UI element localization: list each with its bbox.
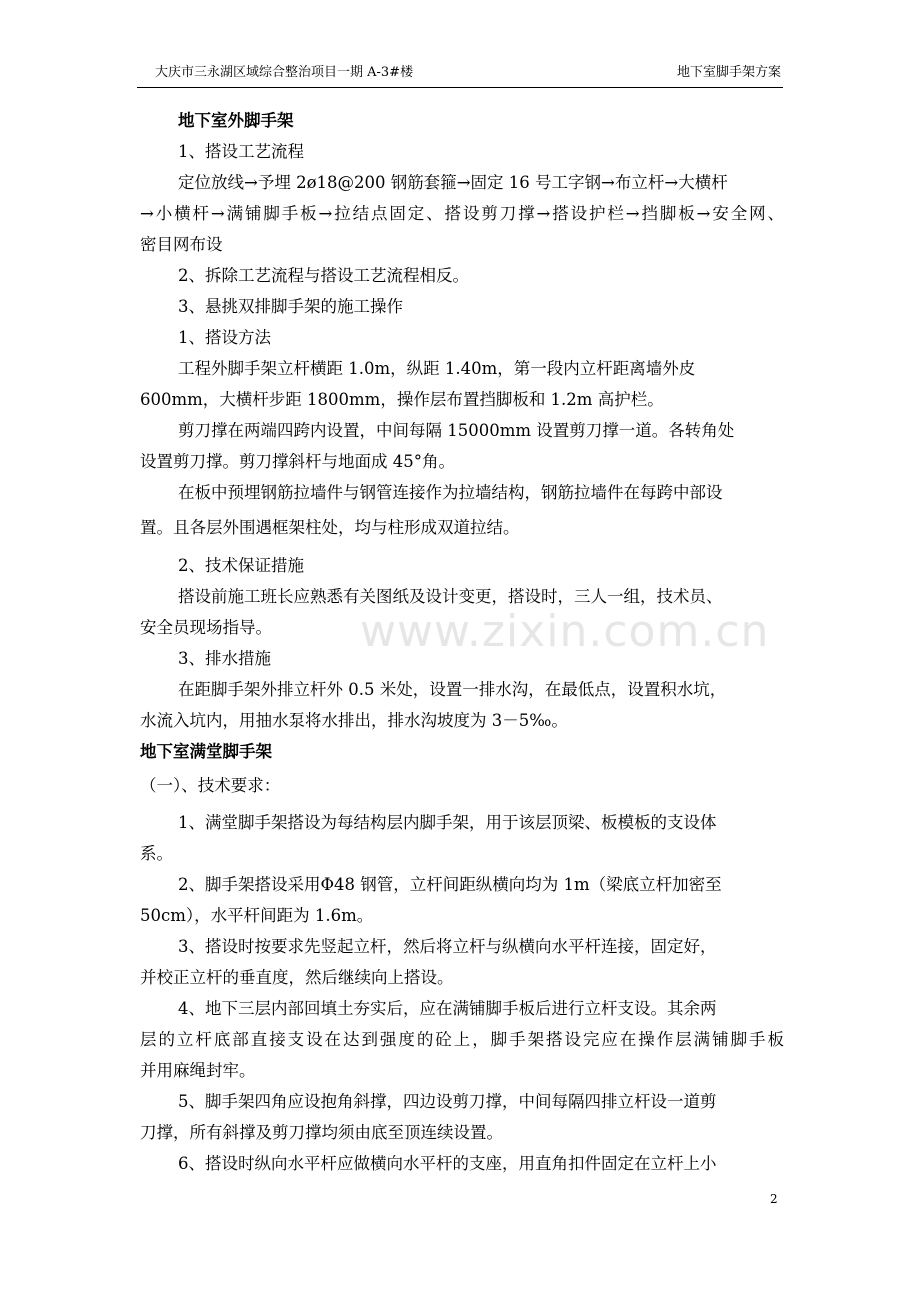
section-heading: 地下室满堂脚手架 [140, 742, 272, 761]
text-line: 刀撑，所有斜撑及剪刀撑均须由底至顶连续设置。 [140, 1123, 503, 1142]
text-line: 1、搭设工艺流程 [178, 142, 304, 161]
page-number: 2 [770, 1192, 778, 1206]
text-line: 600mm，大横杆步距 1800mm，操作层布置挡脚板和 1.2m 高护栏。 [140, 390, 664, 409]
text-line: 50cm），水平杆间距为 1.6m。 [140, 906, 374, 925]
text-line: 在距脚手架外排立杆外 0.5 米处，设置一排水沟，在最低点，设置积水坑， [178, 680, 727, 699]
text-line: 剪刀撑在两端四跨内设置，中间每隔 15000mm 设置剪刀撑一道。各转角处 [178, 421, 735, 440]
text-line: 3、悬挑双排脚手架的施工操作 [178, 297, 403, 316]
text-line: （一）、技术要求： [140, 776, 281, 795]
text-line: 安全员现场指导。 [140, 618, 272, 637]
text-line: 工程外脚手架立杆横距 1.0m，纵距 1.40m，第一段内立杆距离墙外皮 [178, 359, 696, 378]
text-line: 系。 [140, 844, 173, 863]
header-rule [137, 87, 783, 88]
text-line: 3、搭设时按要求先竖起立杆，然后将立杆与纵横向水平杆连接，固定好， [178, 937, 717, 956]
text-line: 2、脚手架搭设采用Φ48 钢管，立杆间距纵横向均为 1m（梁底立杆加密至 [178, 875, 722, 894]
text-line: 设置剪刀撑。剪刀撑斜杆与地面成 45°角。 [140, 452, 455, 471]
text-line: 搭设前施工班长应熟悉有关图纸及设计变更，搭设时，三人一组，技术员、 [178, 587, 723, 606]
text-line: 5、脚手架四角应设抱角斜撑，四边设剪刀撑，中间每隔四排立杆设一道剪 [178, 1092, 717, 1111]
text-line: 1、满堂脚手架搭设为每结构层内脚手架，用于该层顶梁、板模板的支设体 [178, 813, 717, 832]
text-line: 2、拆除工艺流程与搭设工艺流程相反。 [178, 266, 469, 285]
text-line: 置。且各层外围遇框架柱处，均与柱形成双道拉结。 [140, 518, 520, 537]
watermark: www.zixin.com.cn [360, 606, 770, 657]
text-line: 层的立杆底部直接支设在达到强度的砼上，脚手架搭设完应在操作层满铺脚手板 [140, 1030, 784, 1049]
section-heading: 地下室外脚手架 [178, 111, 294, 130]
text-line: 2、技术保证措施 [178, 556, 304, 575]
page-header [137, 62, 783, 84]
text-line: 并用麻绳封牢。 [140, 1061, 256, 1080]
header-project-title: 大庆市三永湖区域综合整治项目一期 A-3#楼 [155, 65, 414, 80]
text-line: 定位放线→予埋 2ø18@200 钢筋套箍→固定 16 号工字钢→布立杆→大横杆 [178, 173, 728, 192]
header-document-title: 地下室脚手架方案 [676, 65, 781, 80]
text-line: →小横杆→满铺脚手板→拉结点固定、搭设剪刀撑→搭设护栏→挡脚板→安全网、 [140, 204, 784, 223]
text-line: 6、搭设时纵向水平杆应做横向水平杆的支座，用直角扣件固定在立杆上小 [178, 1154, 717, 1173]
text-line: 密目网布设 [140, 235, 223, 254]
text-line: 4、地下三层内部回填土夯实后，应在满铺脚手板后进行立杆支设。其余两 [178, 999, 717, 1018]
text-line: 水流入坑内，用抽水泵将水排出，排水沟坡度为 3－5‰。 [140, 711, 568, 730]
text-line: 在板中预埋钢筋拉墙件与钢管连接作为拉墙结构，钢筋拉墙件在每跨中部设 [178, 483, 723, 502]
text-line: 并校正立杆的垂直度，然后继续向上搭设。 [140, 968, 454, 987]
text-line: 1、搭设方法 [178, 328, 271, 347]
text-line: 3、排水措施 [178, 649, 271, 668]
